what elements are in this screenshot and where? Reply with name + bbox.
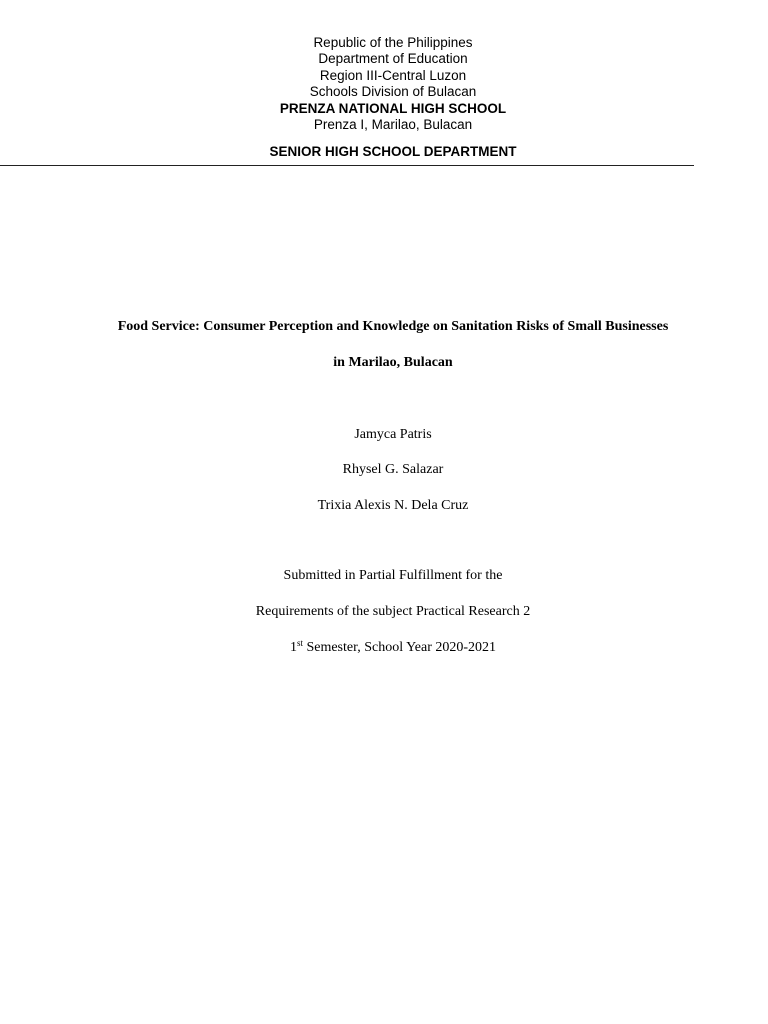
author-name: Jamyca Patris	[354, 427, 432, 442]
author-name: Trixia Alexis N. Dela Cruz	[317, 498, 469, 513]
research-title-line-1: Food Service: Consumer Perception and Knowledge on Sanitation Risks of Small Businesses	[117, 319, 669, 334]
semester-ordinal-suffix: st	[296, 638, 303, 648]
school-address: Prenza I, Marilao, Bulacan	[313, 117, 473, 133]
research-title-line-2: in Marilao, Bulacan	[333, 355, 453, 370]
semester-text: Semester, School Year 2020-2021	[302, 640, 497, 655]
author-name: Rhysel G. Salazar	[342, 462, 444, 477]
semester-number: 1	[289, 640, 297, 655]
header-line-republic: Republic of the Philippines	[313, 35, 473, 50]
department-name: SENIOR HIGH SCHOOL DEPARTMENT	[269, 144, 517, 159]
header-line-region: Region III-Central Luzon	[319, 67, 467, 83]
header-line-deped: Department of Education	[318, 51, 468, 67]
submission-statement-line-1: Submitted in Partial Fulfillment for the	[283, 568, 503, 583]
header-line-division: Schools Division of Bulacan	[309, 84, 477, 100]
semester-school-year	[0, 640, 768, 656]
submission-statement-line-2: Requirements of the subject Practical Research 2	[255, 604, 531, 619]
header-divider	[0, 165, 694, 166]
letterhead	[0, 35, 768, 133]
school-name: PRENZA NATIONAL HIGH SCHOOL	[279, 100, 507, 116]
